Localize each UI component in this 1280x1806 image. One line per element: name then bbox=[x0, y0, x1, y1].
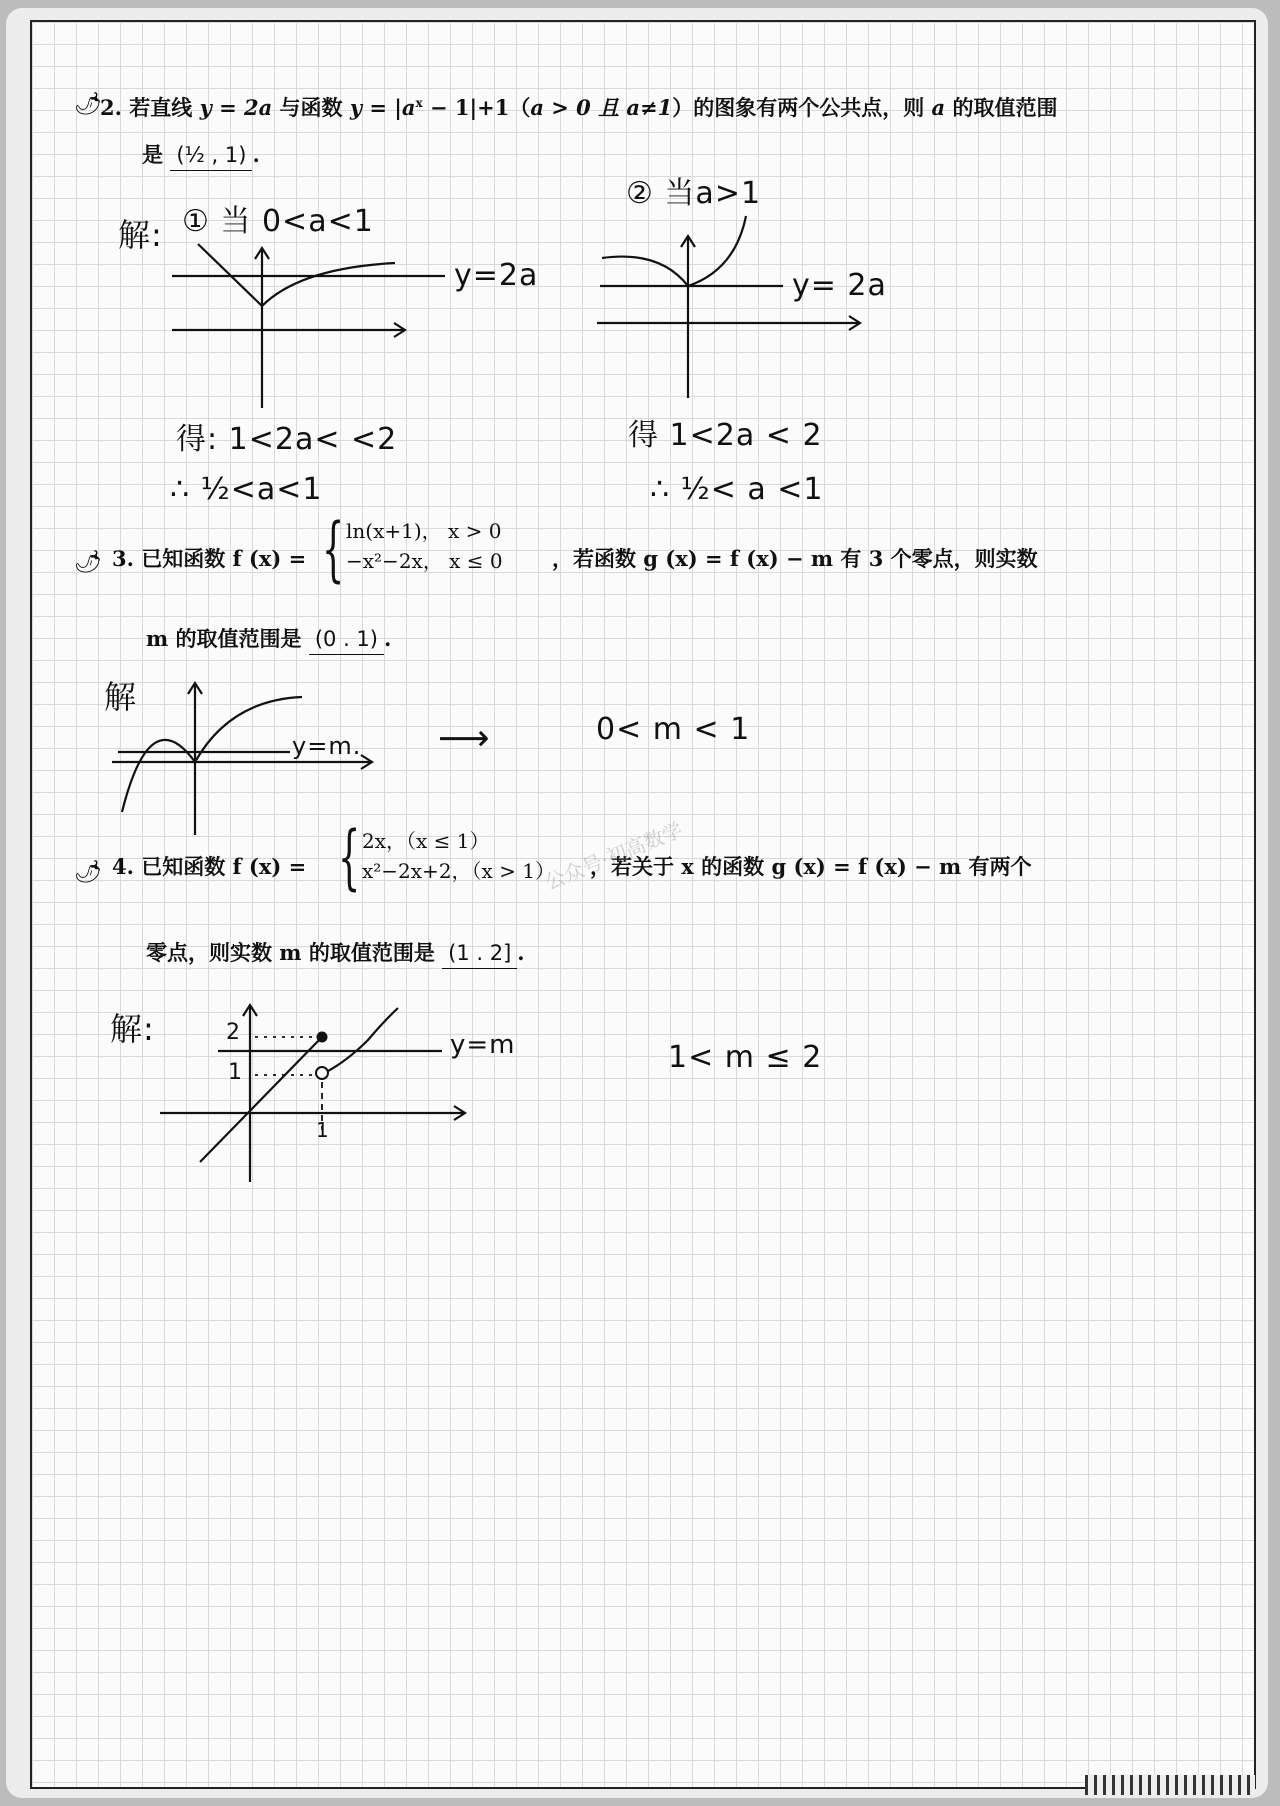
problem-text: ）的图象有两个公共点，则 bbox=[672, 95, 932, 120]
parabola bbox=[328, 1008, 398, 1071]
chili-icon: 🌶 bbox=[74, 550, 102, 575]
line-label-case-1: y=2a bbox=[454, 258, 539, 293]
problem-text: 若直线 bbox=[129, 95, 200, 120]
problem-number: 3. bbox=[112, 546, 134, 571]
case-1-result: 得: 1<2a< <2 bbox=[176, 422, 398, 457]
problem-text: 是 bbox=[142, 142, 163, 167]
answer-blank: (1 . 2] bbox=[442, 938, 517, 969]
arrow-icon: ⟶ bbox=[438, 718, 491, 759]
line-2x bbox=[200, 1037, 322, 1162]
scan-footer-bar bbox=[1085, 1775, 1255, 1795]
line-label-case-2: y= 2a bbox=[792, 268, 887, 303]
result: 1< m ≤ 2 bbox=[668, 1040, 823, 1075]
piece-2: −x²−2x， x ≤ 0 bbox=[346, 549, 503, 573]
chili-icon: 🌶 bbox=[74, 860, 102, 885]
case-2-conclusion: ∴ ½< a <1 bbox=[650, 472, 824, 507]
equation: y = 2a bbox=[199, 95, 273, 120]
case-2-heading: ② 当a>1 bbox=[626, 176, 762, 211]
tick-label-1: 1 bbox=[228, 1060, 243, 1085]
function-expression: y = |a bbox=[349, 95, 416, 120]
problem-text: 与函数 bbox=[272, 95, 350, 120]
problem-text: m 的取值范围是 bbox=[146, 626, 302, 651]
problem-4-line-2: 零点，则实数 m 的取值范围是 (1 . 2] . bbox=[146, 938, 525, 969]
condition: a > 0 且 a≠1 bbox=[530, 95, 673, 120]
problem-text: 已知函数 f (x) = bbox=[141, 546, 307, 571]
result: 0< m < 1 bbox=[596, 712, 751, 747]
exponent: x bbox=[415, 96, 423, 110]
problem-text: 零点，则实数 m 的取值范围是 bbox=[146, 940, 435, 965]
problem-3-line-1-tail: ，若函数 g (x) = f (x) − m 有 3 个零点，则实数 bbox=[552, 546, 1038, 571]
piecewise-brace: { bbox=[338, 816, 361, 898]
problem-2-line-2: 是 (½ , 1) . bbox=[142, 140, 260, 171]
solution-label: 解: bbox=[110, 1010, 155, 1048]
problem-text: 的取值范围 bbox=[945, 95, 1058, 120]
piece-2: x²−2x+2，（x > 1） bbox=[362, 859, 556, 883]
variable: a bbox=[931, 95, 946, 120]
piece-1: ln(x+1)， x > 0 bbox=[346, 519, 502, 543]
answer-blank: (0 . 1) bbox=[309, 624, 384, 655]
problem-4-line-1-tail: ，若关于 x 的函数 g (x) = f (x) − m 有两个 bbox=[590, 854, 1032, 879]
case-2-result: 得 1<2a < 2 bbox=[628, 418, 823, 453]
problem-number: 4. bbox=[112, 854, 134, 879]
chili-icon: 🌶 bbox=[74, 92, 102, 117]
solution-label: 解 bbox=[104, 678, 138, 716]
piece-1: 2x，（x ≤ 1） bbox=[362, 829, 490, 853]
tick-label-2: 2 bbox=[226, 1020, 241, 1045]
problem-text: 已知函数 f (x) = bbox=[141, 854, 307, 879]
open-point bbox=[316, 1067, 328, 1079]
case-1-conclusion: ∴ ½<a<1 bbox=[170, 472, 323, 507]
case-1-heading: ① 当 0<a<1 bbox=[182, 204, 374, 239]
piecewise-brace: { bbox=[322, 508, 345, 590]
answer-blank: (½ , 1) bbox=[170, 140, 252, 171]
problem-3-line-2: m 的取值范围是 (0 . 1) . bbox=[146, 624, 391, 655]
line-label: y=m. bbox=[292, 732, 362, 760]
x-tick-label-1: 1 bbox=[316, 1118, 330, 1142]
function-tail: − 1|+1（ bbox=[422, 95, 531, 120]
solution-label: 解: bbox=[118, 216, 163, 254]
closed-point bbox=[317, 1032, 328, 1043]
line-label: y=m bbox=[450, 1030, 516, 1060]
problem-number: 2. bbox=[100, 95, 122, 120]
watermark: 公众号·初高数学 bbox=[541, 817, 687, 895]
